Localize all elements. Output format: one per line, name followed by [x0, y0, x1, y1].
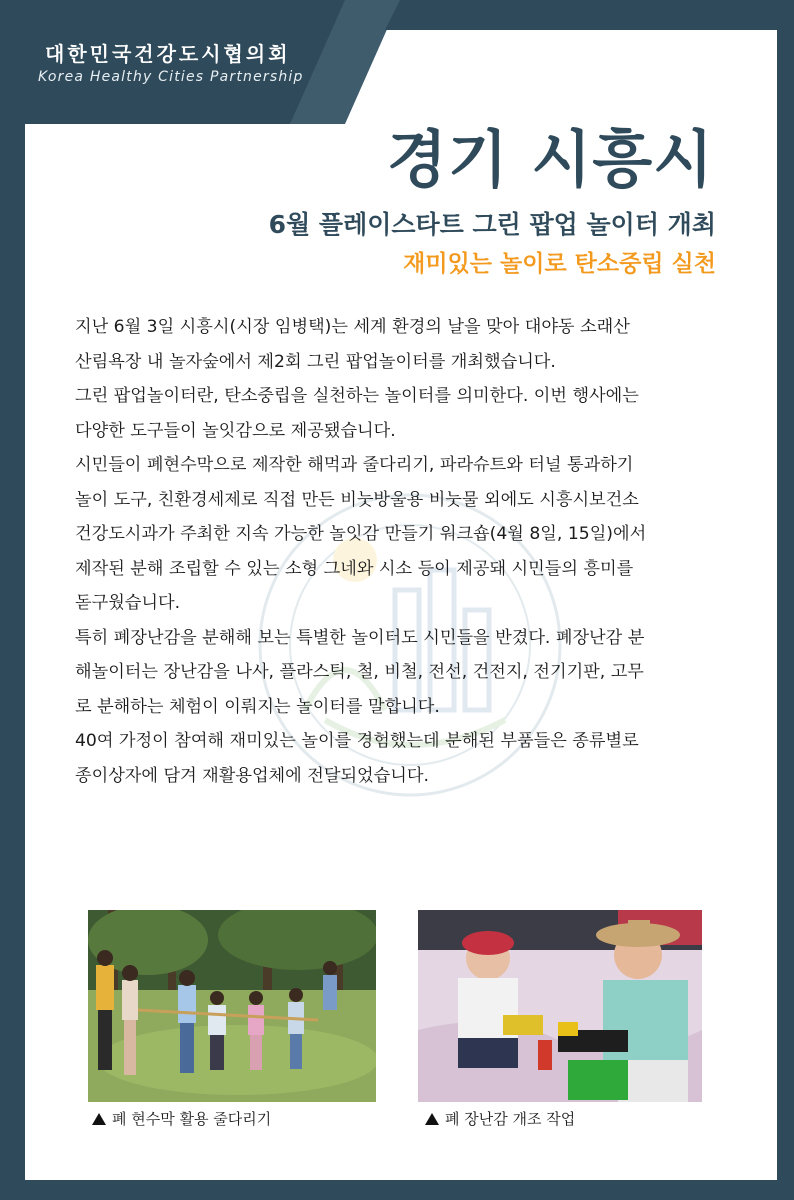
body-line: 특히 폐장난감을 분해해 보는 특별한 놀이터도 시민들을 반겼다. 폐장난감 분 [75, 627, 645, 648]
body-line: 제작된 분해 조립할 수 있는 소형 그네와 시소 등이 제공돼 시민들의 흥미를 [75, 558, 634, 579]
photo-tug-of-war [88, 910, 376, 1102]
organization-name-en: Korea Healthy Cities Partnership [38, 69, 304, 85]
body-line: 지난 6월 3일 시흥시(시장 임병택)는 세계 환경의 날을 맞아 대야동 소래산 [75, 317, 630, 337]
body-line: 로 분해하는 체험이 이뤄지는 놀이터를 말합니다. [75, 696, 440, 717]
body-line: 다양한 도구들이 놀잇감으로 제공됐습니다. [75, 420, 396, 441]
photo-toy-disassembly [418, 910, 702, 1102]
body-line: 돋구웠습니다. [75, 593, 181, 613]
body-line: 그린 팝업놀이터란, 탄소중립을 실천하는 놀이터를 의미한다. 이번 행사에는 [75, 386, 639, 406]
caption-text: 폐 장난감 개조 작업 [445, 1110, 576, 1128]
body-line: 산림욕장 내 놀자숲에서 제2회 그린 팝업놀이터를 개최했습니다. [75, 351, 556, 372]
body-line: 건강도시과가 주최한 지속 가능한 놀잇감 만들기 워크숍(4월 8일, 15일)에서 [75, 524, 647, 544]
photo-caption [425, 1108, 575, 1129]
organization-name-ko: 대한민국건강도시협의회 [45, 42, 291, 66]
article-body [75, 310, 725, 793]
body-line: 시민들이 폐현수막으로 제작한 해먹과 줄다리기, 파라슈트와 터널 통과하기 [75, 455, 634, 475]
triangle-bullet-icon [92, 1113, 106, 1125]
triangle-bullet-icon [425, 1113, 439, 1125]
body-line: 해놀이터는 장난감을 나사, 플라스틱, 철, 비철, 전선, 건전지, 전기기판, 고무 [75, 662, 644, 682]
body-line: 놀이 도구, 친환경세제로 직접 만든 비눗방울용 비눗물 외에도 시흥시보건소 [75, 489, 639, 510]
photo-caption [92, 1108, 271, 1129]
sub-headline: 재미있는 놀이로 탄소중립 실천 [403, 251, 716, 277]
caption-text: 폐 현수막 활용 줄다리기 [112, 1110, 272, 1128]
body-line: 40여 가정이 참여해 재미있는 놀이를 경험했는데 분해된 부품들은 종류별로 [75, 731, 639, 751]
body-line: 종이상자에 담겨 재활용업체에 전달되었습니다. [75, 765, 429, 786]
page-title: 경기 시흥시 [386, 123, 714, 196]
headline: 6월 플레이스타트 그린 팝업 놀이터 개최 [268, 210, 716, 239]
